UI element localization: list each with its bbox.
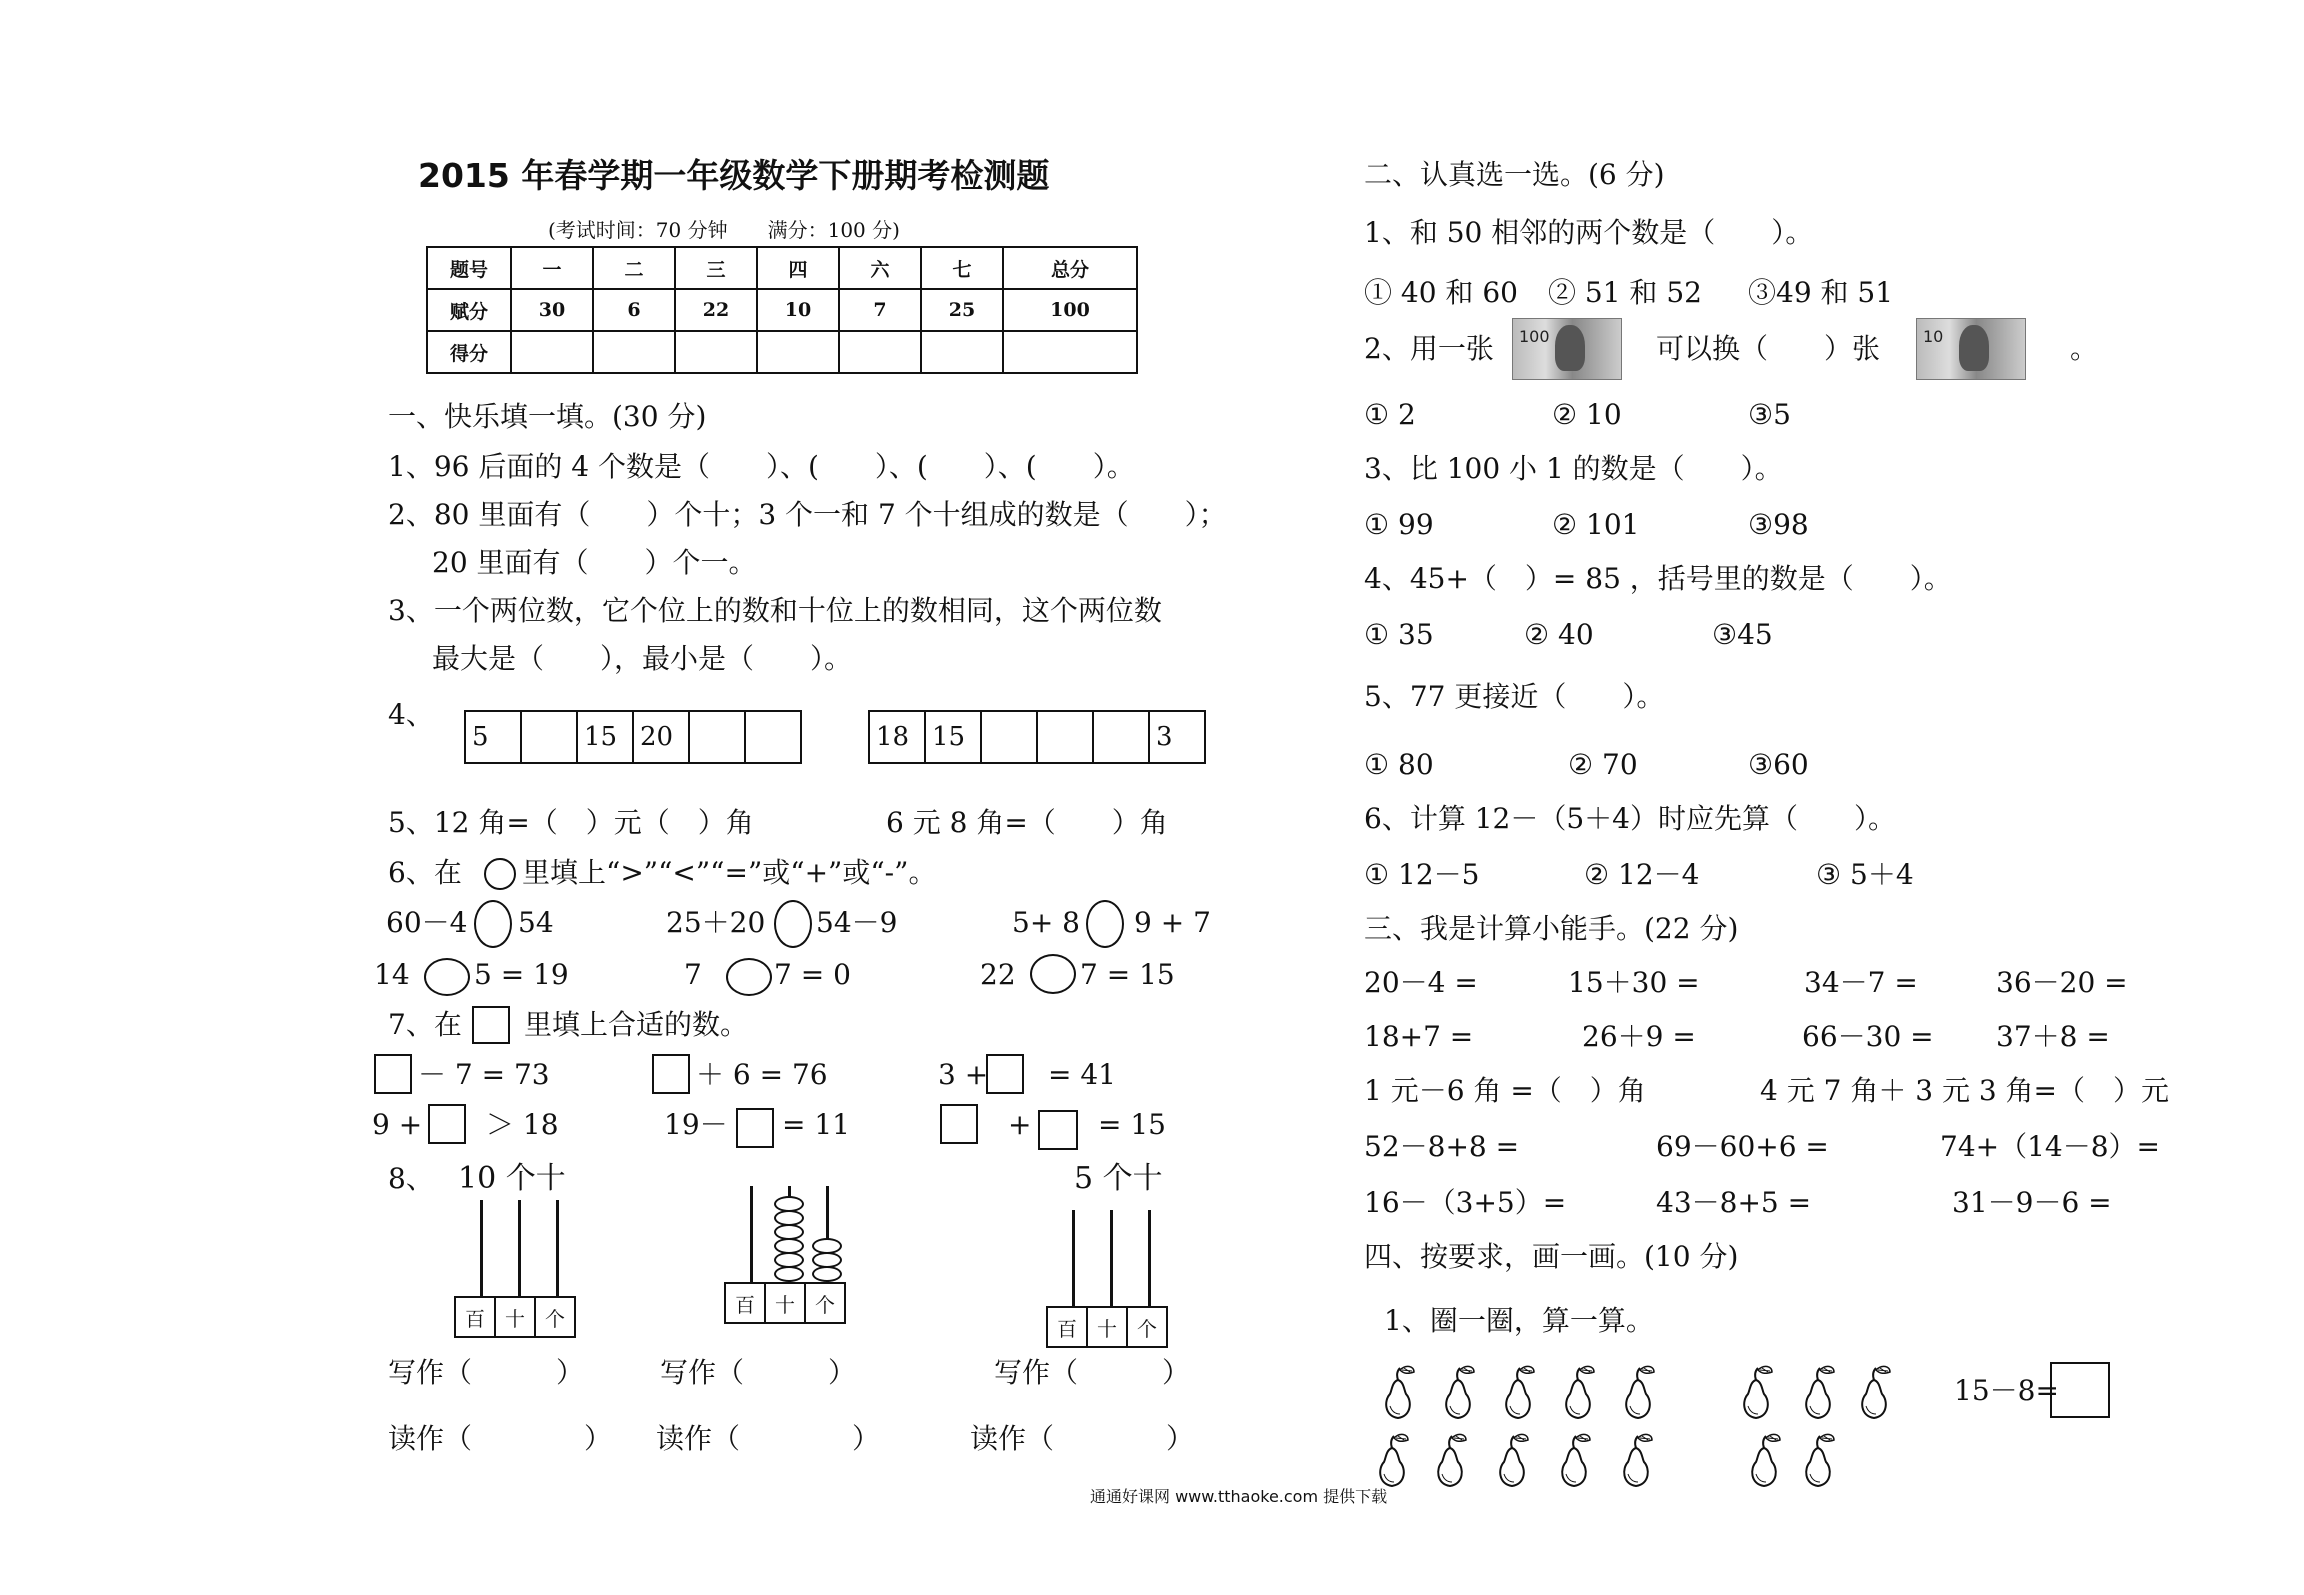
sequence-blank[interactable] [521,711,577,763]
place-tens: 十 [1087,1307,1127,1347]
abacus-rod [480,1200,483,1298]
pear-icon [1620,1362,1656,1422]
compare-circle[interactable] [1086,900,1124,948]
score-points-row [427,289,1137,331]
calc-item[interactable]: 66－30 = [1802,1020,1934,1053]
pear-icon [1432,1430,1468,1490]
write-blank[interactable]: 写作（ ） [994,1356,1191,1389]
sequence-cell: 5 [465,711,521,763]
score-input-cell[interactable] [675,331,757,373]
option[interactable]: ② 70 [1568,748,1638,781]
equation-text: = 41 [1048,1058,1116,1091]
calc-item[interactable]: 36－20 = [1996,966,2128,999]
choice-question-2: 2、用一张 [1364,332,1494,365]
sequence-cell: 3 [1149,711,1205,763]
sequence-cell: 15 [925,711,981,763]
answer-box[interactable] [736,1108,774,1148]
choice-question-5: 5、77 更接近（ ）。 [1364,680,1665,713]
calc-item[interactable]: 43－8+5 = [1656,1186,1812,1219]
question-4: 4、 [388,698,434,731]
abacus-3-label: 5 个十 [1074,1161,1163,1196]
answer-box[interactable] [940,1104,978,1144]
score-header-row [427,247,1137,289]
number-sequence-2 [868,710,1206,764]
compare-left: 25＋20 [666,906,766,939]
sequence-blank[interactable] [689,711,745,763]
banknote-10: 10 [1916,318,2026,380]
compare-circle[interactable] [1030,954,1076,994]
read-blank[interactable]: 读作（ ） [388,1422,613,1455]
write-blank[interactable]: 写作（ ） [660,1356,857,1389]
equation-text: 3 + [938,1058,989,1091]
write-blank[interactable]: 写作（ ） [388,1356,585,1389]
abacus-rod [556,1200,559,1298]
table-cell: 25 [921,289,1003,331]
sequence-blank[interactable] [1037,711,1093,763]
page-title: 2015 年春学期一年级数学下册期考检测题 [418,156,1050,195]
answer-box[interactable] [652,1054,690,1094]
compare-right: 7 = 15 [1080,958,1175,991]
table-cell: 30 [511,289,593,331]
calc-item[interactable]: 37＋8 = [1996,1020,2110,1053]
question-3-cont: 最大是（ ），最小是（ ）。 [432,642,853,675]
sequence-blank[interactable] [981,711,1037,763]
table-cell: 7 [839,289,921,331]
place-hundreds: 百 [455,1297,495,1337]
money-calc[interactable]: 1 元－6 角 =（ ）角 [1364,1074,1646,1107]
question-5a: 5、12 角=（ ）元（ ）角 [388,806,754,839]
table-cell: 四 [757,247,839,289]
option[interactable]: ③5 [1748,398,1791,431]
score-input-cell[interactable] [921,331,1003,373]
place-value-base [454,1296,576,1338]
question-5b: 6 元 8 角=（ ）角 [886,806,1168,839]
abacus-rod [1072,1210,1075,1306]
place-ones: 个 [1127,1307,1167,1347]
compare-circle[interactable] [726,958,772,996]
pear-icon [1746,1430,1782,1490]
score-input-cell[interactable] [511,331,593,373]
abacus-rod [1148,1210,1151,1306]
sequence-cell: 15 [577,711,633,763]
draw-question-1: 1、圈一圈，算一算。 [1384,1304,1654,1337]
abacus-rod [1110,1210,1113,1306]
option[interactable]: ① 40 和 60 [1364,276,1518,309]
table-cell: 二 [593,247,675,289]
table-cell: 100 [1003,289,1137,331]
compare-right: 7 = 0 [774,958,851,991]
score-input-cell[interactable] [593,331,675,373]
pear-icon [1374,1430,1410,1490]
calc-item[interactable]: 18+7 = [1364,1020,1474,1053]
pear-icon [1500,1362,1536,1422]
equation-text: － 7 = 73 [418,1058,550,1091]
question-7: 7、在 [388,1008,462,1041]
question-6-text: 里填上“>”“<”“=”或“+”或“-”。 [522,856,937,889]
abacus-rod [518,1200,521,1298]
table-cell: 10 [757,289,839,331]
option[interactable]: ③49 和 51 [1748,276,1894,309]
choice-question-1: 1、和 50 相邻的两个数是（ ）。 [1364,216,1814,249]
pear-icon [1800,1362,1836,1422]
calc-item[interactable]: 34－7 = [1804,966,1918,999]
table-cell: 22 [675,289,757,331]
score-input-cell[interactable] [1003,331,1137,373]
option[interactable]: ② 51 和 52 [1548,276,1702,309]
answer-box[interactable] [2050,1362,2110,1418]
pear-icon [1556,1430,1592,1490]
calc-item[interactable]: 69－60+6 = [1656,1130,1829,1163]
abacus-bead [774,1266,804,1282]
compare-circle[interactable] [774,900,812,948]
table-cell: 得分 [427,331,511,373]
calc-item[interactable]: 20－4 = [1364,966,1478,999]
table-cell: 赋分 [427,289,511,331]
option[interactable]: ③98 [1748,508,1809,541]
table-cell: 一 [511,247,593,289]
choice-question-6: 6、计算 12－（5＋4）时应先算（ ）。 [1364,802,1896,835]
question-1: 1、96 后面的 4 个数是（ ）、( ）、( ）、( ）。 [388,450,1135,483]
section-3-heading: 三、我是计算小能手。(22 分) [1364,912,1739,945]
equation-text: + [1008,1108,1032,1141]
answer-box[interactable] [986,1054,1024,1094]
table-cell: 六 [839,247,921,289]
equation-text: = 11 [782,1108,850,1141]
sequence-blank[interactable] [1093,711,1149,763]
sequence-cell: 20 [633,711,689,763]
option[interactable]: ③ 5＋4 [1816,858,1914,891]
pear-icon [1560,1362,1596,1422]
table-cell: 三 [675,247,757,289]
compare-left: 60－4 [386,906,468,939]
option[interactable]: ③45 [1712,618,1773,651]
score-table [426,246,1138,374]
option[interactable]: ② 10 [1552,398,1622,431]
question-7-text: 里填上合适的数。 [524,1008,749,1041]
equation-text: 15－8= [1954,1374,2059,1407]
equation-text: 9 + [372,1108,423,1141]
section-1-heading: 一、快乐填一填。(30 分) [388,400,707,433]
compare-right: 54－9 [816,906,898,939]
compare-right: 5 = 19 [474,958,569,991]
pear-icon [1440,1362,1476,1422]
pear-icon [1800,1430,1836,1490]
option[interactable]: ① 2 [1364,398,1416,431]
score-input-cell[interactable] [757,331,839,373]
section-4-heading: 四、按要求，画一画。(10 分) [1364,1240,1739,1273]
calc-item[interactable]: 74+（14－8）= [1940,1130,2160,1163]
pear-icon [1380,1362,1416,1422]
score-input-cell[interactable] [839,331,921,373]
place-ones: 个 [535,1297,575,1337]
footer-credit: 通通好课网 www.tthaoke.com 提供下载 [1090,1487,1388,1506]
place-value-base [1046,1306,1168,1348]
pear-icon [1738,1362,1774,1422]
answer-box[interactable] [428,1104,466,1144]
option[interactable]: ② 101 [1552,508,1640,541]
pear-icon [1856,1362,1892,1422]
question-2-cont: 20 里面有（ ）个一。 [432,546,757,579]
choice-question-2-end: 。 [2070,332,2099,365]
read-blank[interactable]: 读作（ ） [656,1422,881,1455]
option[interactable]: ① 12－5 [1364,858,1480,891]
equation-text: = 15 [1098,1108,1166,1141]
banknote-100: 100 [1512,318,1622,380]
place-tens: 十 [765,1283,805,1323]
answer-box[interactable] [1038,1110,1078,1150]
sequence-blank[interactable] [745,711,801,763]
place-hundreds: 百 [1047,1307,1087,1347]
option[interactable]: ③60 [1748,748,1809,781]
place-tens: 十 [495,1297,535,1337]
abacus-rod [750,1186,753,1282]
calc-item[interactable]: 52－8+8 = [1364,1130,1520,1163]
abacus-bead [812,1266,842,1282]
pear-icon [1494,1430,1530,1490]
compare-circle[interactable] [424,958,470,996]
option[interactable]: ① 80 [1364,748,1434,781]
calc-item[interactable]: 15＋30 = [1568,966,1700,999]
table-cell: 题号 [427,247,511,289]
table-cell: 七 [921,247,1003,289]
option[interactable]: ② 40 [1524,618,1594,651]
question-6: 6、在 [388,856,462,889]
place-hundreds: 百 [725,1283,765,1323]
compare-left: 7 [684,958,702,991]
choice-question-2-mid: 可以换（ ）张 [1656,332,1881,365]
choice-question-4: 4、45+（ ）= 85 ，括号里的数是（ ）。 [1364,562,1952,595]
table-cell: 6 [593,289,675,331]
choice-question-3: 3、比 100 小 1 的数是（ ）。 [1364,452,1783,485]
calc-item[interactable]: 16－（3+5）= [1364,1186,1567,1219]
answer-box[interactable] [374,1054,412,1094]
equation-text: ＋ 6 = 76 [696,1058,828,1091]
option[interactable]: ① 35 [1364,618,1434,651]
compare-left: 14 [374,958,410,991]
abacus-1-label: 10 个十 [458,1161,566,1196]
score-earned-row [427,331,1137,373]
calc-item[interactable]: 31－9－6 = [1952,1186,2112,1219]
read-blank[interactable]: 读作（ ） [970,1422,1195,1455]
question-2: 2、80 里面有（ ）个十；3 个一和 7 个十组成的数是（ ）； [388,498,1227,531]
place-ones: 个 [805,1283,845,1323]
option[interactable]: ② 12－4 [1584,858,1700,891]
answer-box-example [472,1006,510,1044]
equation-text: 19－ [664,1108,728,1141]
compare-right: 9 + 7 [1134,906,1211,939]
question-8: 8、 [388,1162,434,1195]
number-sequence-1 [464,710,802,764]
pear-icon [1618,1430,1654,1490]
equation-text: ＞ 18 [486,1108,559,1141]
compare-circle-example [484,858,516,890]
table-cell: 总分 [1003,247,1137,289]
compare-circle[interactable] [474,900,512,948]
question-3: 3、一个两位数，它个位上的数和十位上的数相同，这个两位数 [388,594,1162,627]
money-calc[interactable]: 4 元 7 角＋ 3 元 3 角=（ ）元 [1760,1074,2170,1107]
exam-info: (考试时间：70 分钟 满分：100 分) [548,218,900,242]
compare-left: 22 [980,958,1016,991]
sequence-cell: 18 [869,711,925,763]
compare-right: 54 [518,906,554,939]
section-2-heading: 二、认真选一选。(6 分) [1364,158,1665,191]
option[interactable]: ① 99 [1364,508,1434,541]
place-value-base [724,1282,846,1324]
calc-item[interactable]: 26＋9 = [1582,1020,1696,1053]
compare-left: 5+ 8 [1012,906,1080,939]
